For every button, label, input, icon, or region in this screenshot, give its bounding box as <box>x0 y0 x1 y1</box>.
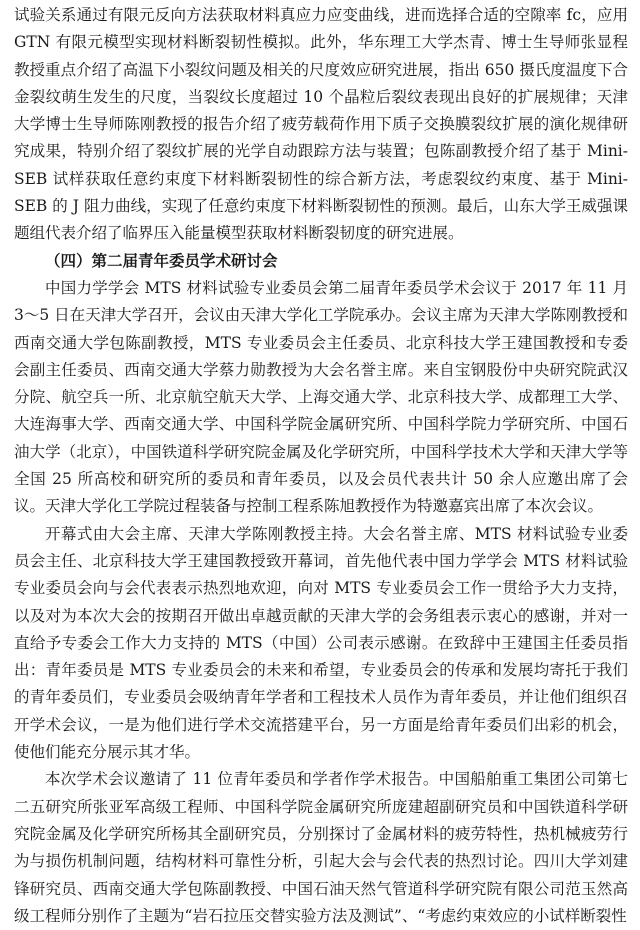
paragraph-meeting-overview: 中国力学学会 MTS 材料试验专业委员会第二届青年委员学术会议于 2017 年 11 月 3～5 日在天津大学召开，会议由天津大学化工学院承办。会议主席为天津大学陈刚教授和西南交通大学包陈副教授，MTS 专业委员会主任委员、北京科技大学王建国教授和专委会副主任委员、西南交通大学蔡力勋教授为大会名誉主席。来自宝钢股份中央研究院武汉分院、航空兵一所、北京航空航天大学、上海交通大学、北京科技大学、成都理工大学、大连海事大学、西南交通大学、中国科学院金属研究所、中国科学院力学研究所、中国石油大学（北京），中国铁道科学研究院金属及化学研究所，中国科学技术大学和天津大学等全国 25 所高校和研究所的委员和青年委员，以及会员代表共计 50 余人应邀出席了会议。天津大学化工学院过程装备与控制工程系陈旭教授作为特邀嘉宾出席了本次会议。 <box>14 278 628 516</box>
paragraph-continued: 试验关系通过有限元反向方法获取材料真应力应变曲线，进而选择合适的空隙率 fc，应用 GTN 有限元模型实现材料断裂韧性模拟。此外，华东理工大学杰青、博士生导师张显程教授重点介绍了高温下小裂纹问题及相关的尺度效应研究进展，指出 650 摄氏度温度下合金裂纹萌生发生的尺度，当裂纹长度超过 10 个晶粒后裂纹表现出良好的扩展规律；天津大学博士生导师陈刚教授的报告介绍了疲劳载荷作用下质子交换膜裂纹扩展的演化规律研究成果，特别介绍了裂纹扩展的光学自动跟踪方法与装置；包陈副教授介绍了基于 Mini-SEB 试样获取任意约束度下材料断裂韧性的综合新方法，考虑裂纹约束度、基于 Mini-SEB 的 J 阻力曲线，实现了任意约束度下材料断裂韧性的预测。最后，山东大学王威强课题组代表介绍了临界压入能量模型获取材料断裂韧度的研究进展。 <box>14 6 628 243</box>
paragraph-opening-ceremony: 开幕式由大会主席、天津大学陈刚教授主持。大会名誉主席、MTS 材料试验专业委员会主任、北京科技大学王建国教授致开幕词，首先他代表中国力学学会 MTS 材料试验专业委员会向与会代表表示热烈地欢迎，向对 MTS 专业委员会工作一贯给予大力支持，以及对为本次大会的按期召开做出卓越贡献的天津大学的会务组表示衷心的感谢，并对一直给予专委会工作大力支持的 MTS（中国）公司表示感谢。在致辞中王建国主任委员指出：青年委员是 MTS 专业委员会的未来和希望，专业委员会的传承和发展均寄托于我们的青年委员们，专业委员会吸纳青年学者和工程技术人员作为青年委员，并让他们组织召开学术会议，一是为他们进行学术交流搭建平台，另一方面是给青年委员们出彩的机会，使他们能充分展示其才华。 <box>14 524 628 762</box>
paragraph-academic-reports: 本次学术会议邀请了 11 位青年委员和学者作学术报告。中国船舶重工集团公司第七二五研究所张亚军高级工程师、中国科学院金属研究所庞建超副研究员和中国铁道科学研究院金属及化学研究所杨其全副研究员，分别探讨了金属材料的疲劳特性，热机械疲劳行为与损伤机制问题，结构材料可靠性分析，引起大会与会代表的热烈讨论。四川大学刘建锋研究员、西南交通大学包陈副教授、中国石油天然气管道科学研究院有限公司范玉然高级工程师分别作了主题为“岩石拉压交替实验方法及测试”、“考虑约束效应的小试样断裂性 <box>14 770 628 925</box>
section-heading: （四）第二届青年委员学术研讨会 <box>45 251 278 270</box>
